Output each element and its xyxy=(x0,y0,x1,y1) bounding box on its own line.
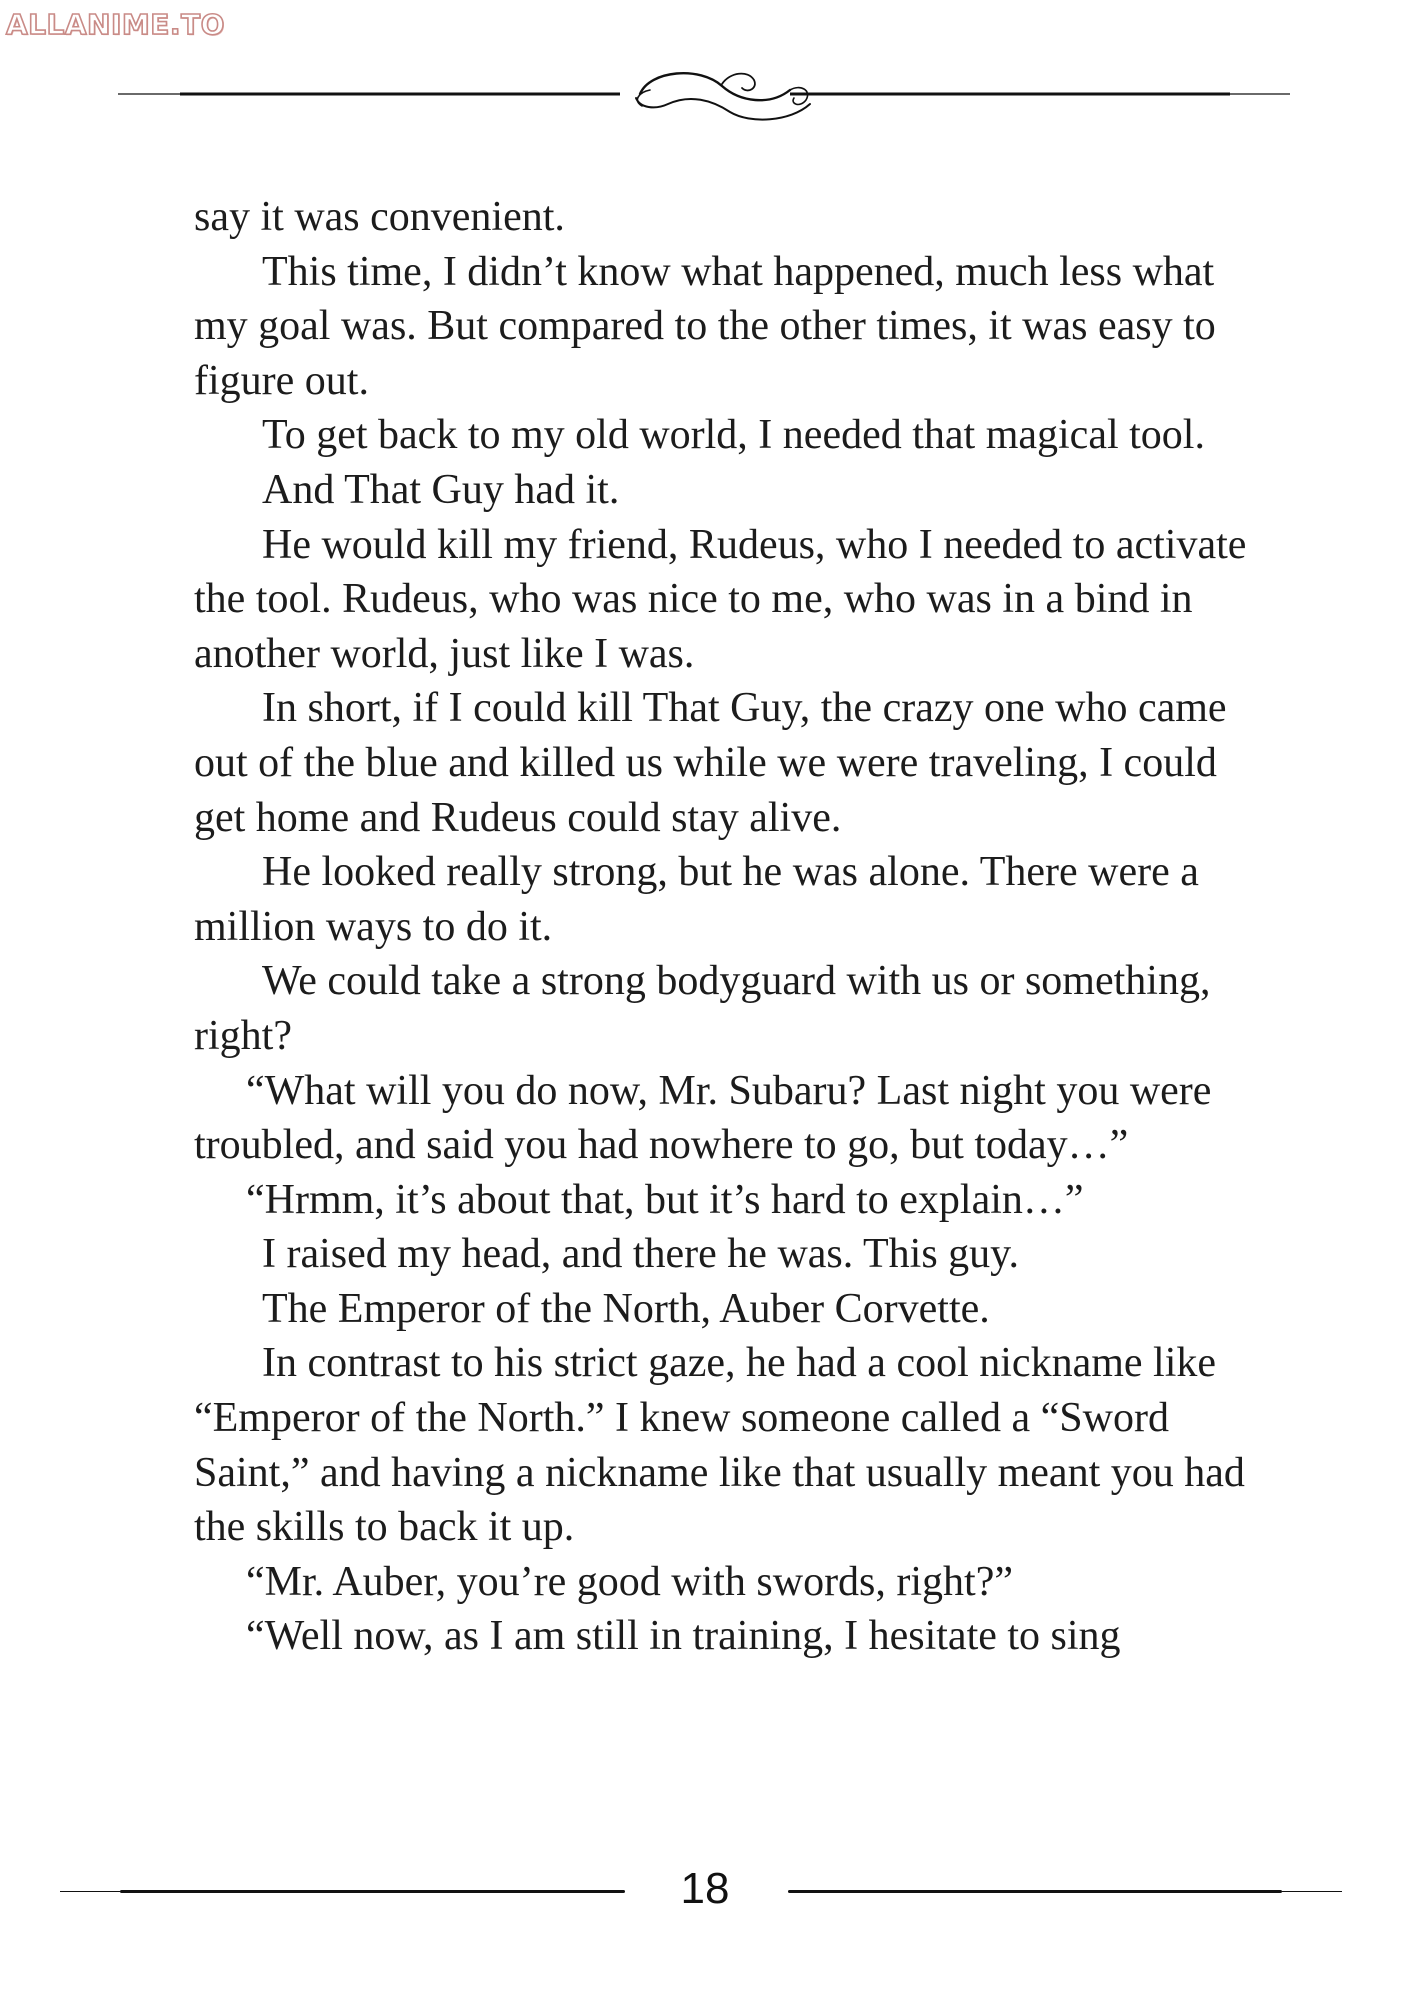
paragraph: And That Guy had it. xyxy=(262,466,620,513)
paragraph: This time, I didn’t know what happened, much less what my goal was. But compared to the other times, it was easy to figure out. xyxy=(194,248,1216,404)
body-text xyxy=(194,190,1274,1664)
paragraph: “Mr. Auber, you’re good with swords, right?” xyxy=(246,1558,1014,1605)
footer-rule-right xyxy=(788,1890,1282,1893)
paragraph: In short, if I could kill That Guy, the crazy one who came out of the blue and killed us while we were traveling, I could get home and Rudeus could stay alive. xyxy=(194,685,1227,841)
paragraph: In contrast to his strict gaze, he had a cool nickname like “Emperor of the North.” I knew someone called a “Sword Saint,” and having a nickname like that usually meant you had the skills to back it up. xyxy=(194,1340,1245,1551)
paragraph: He would kill my friend, Rudeus, who I needed to activate the tool. Rudeus, who was nice to me, who was in a bind in another world, just like I was. xyxy=(194,521,1247,677)
paragraph: say it was convenient. xyxy=(194,194,565,240)
paragraph: I raised my head, and there he was. This guy. xyxy=(262,1231,1019,1278)
paragraph: “Hrmm, it’s about that, but it’s hard to explain…” xyxy=(246,1176,1084,1223)
paragraph: The Emperor of the North, Auber Corvette. xyxy=(262,1285,990,1332)
paragraph: He looked really strong, but he was alone. There were a million ways to do it. xyxy=(194,849,1199,950)
page-number: 18 xyxy=(680,1864,730,1913)
page-footer xyxy=(0,1860,1404,1920)
footer-rule-left xyxy=(120,1890,625,1893)
paragraph: We could take a strong bodyguard with us or something, right? xyxy=(194,958,1211,1059)
watermark-logo: ALLANIME.TO xyxy=(6,8,225,41)
paragraph: “What will you do now, Mr. Subaru? Last night you were troubled, and said you had nowhere to go, but today…” xyxy=(194,1067,1212,1169)
paragraph: To get back to my old world, I needed that magical tool. xyxy=(262,412,1205,459)
paragraph: “Well now, as I am still in training, I hesitate to sing xyxy=(246,1613,1121,1660)
flourish-ornament-icon xyxy=(0,60,1404,140)
